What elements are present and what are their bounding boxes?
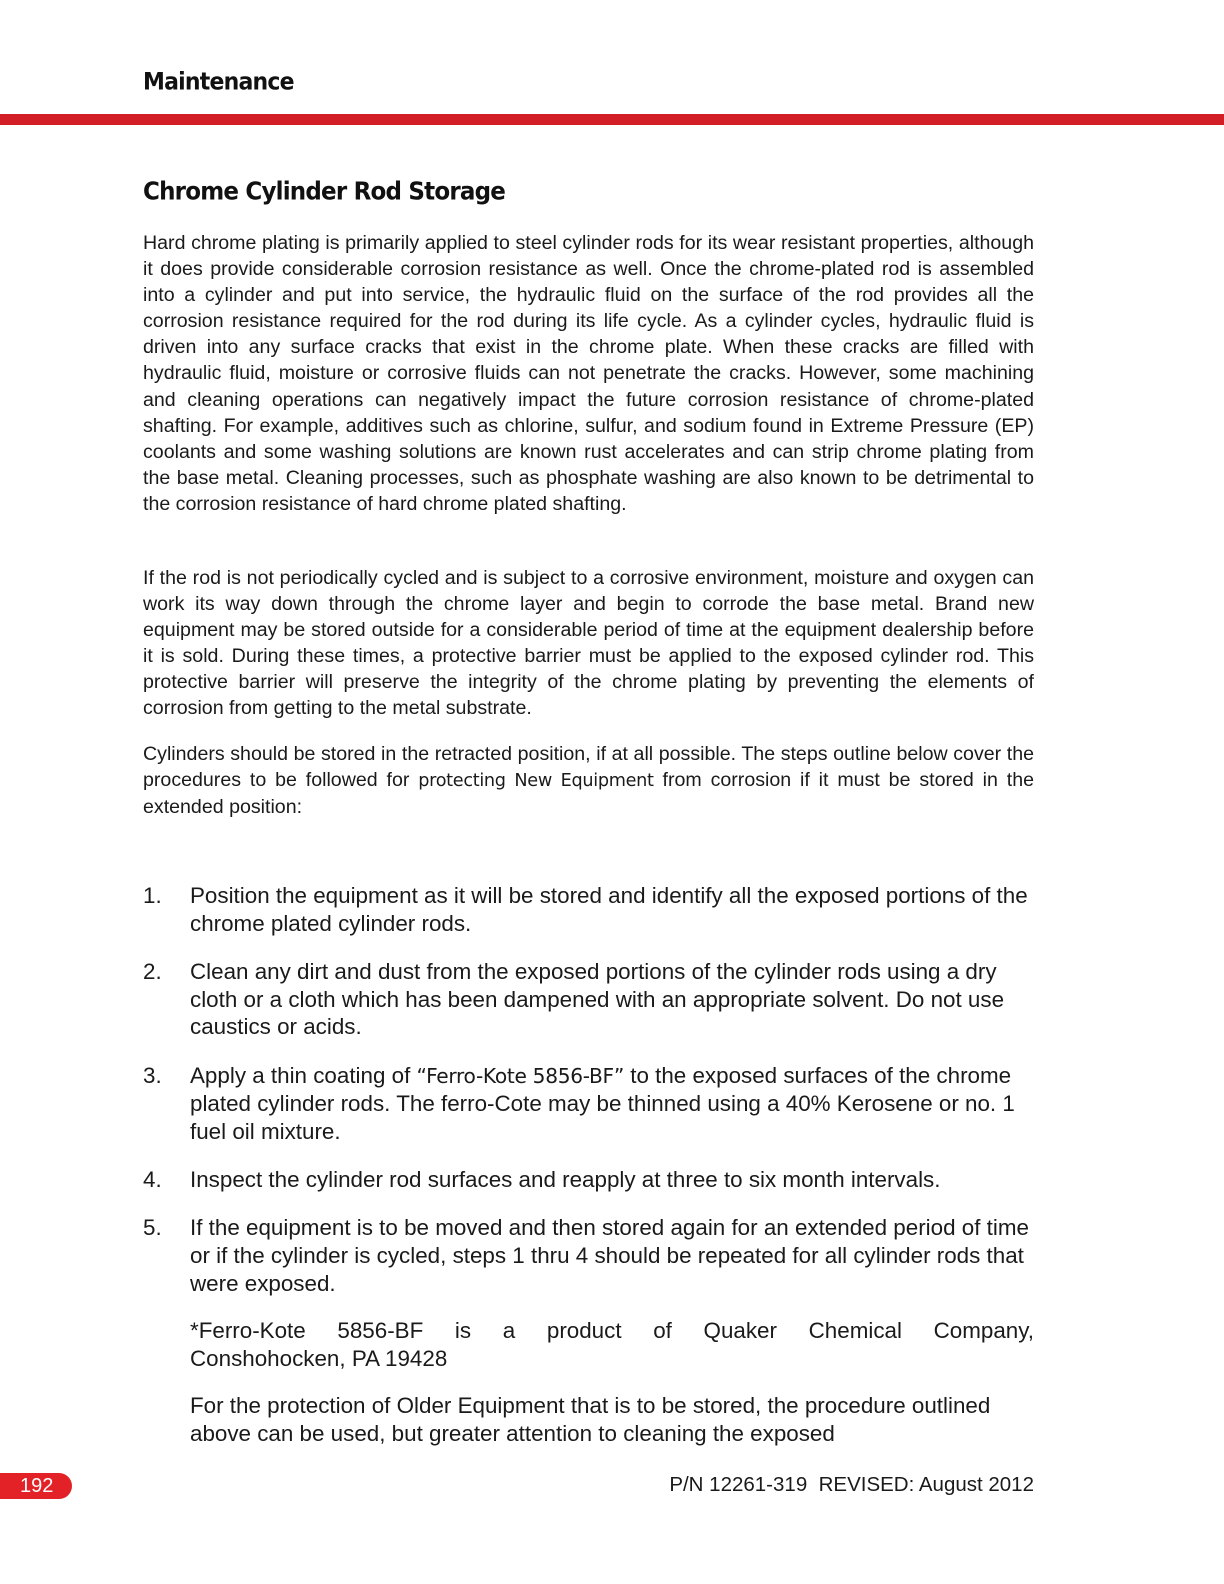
step-text-part: to the exposed surfaces of the chrome plated cylinder rods. The ferro-Cote may be thinned using a 40% Kerosene or no. 1 fuel oil mixture. (190, 1062, 1015, 1145)
step-text: If the equipment is to be moved and then stored again for an extended period of time or if the cylinder is cycled, steps 1 thru 4 should be repeated for all cylinder rods that were exposed. (190, 1215, 1029, 1296)
paragraph-text: from corrosion if it must be stored in the extended position: (143, 769, 1035, 819)
list-item (143, 882, 1034, 938)
step-number: 2. (143, 958, 162, 984)
step-number: 3. (143, 1062, 162, 1088)
paragraph-text: Cylinders should be stored in the retracted position, if at all possible. The steps outline below cover the procedures to be followed for (143, 743, 1034, 792)
list-item (143, 1062, 1034, 1146)
step-number: 4. (143, 1167, 162, 1193)
step-number: 1. (143, 883, 162, 908)
step-text: Position the equipment as it will be stored and identify all the exposed portions of the chrome plated cylinder rods. (190, 883, 1028, 936)
list-item (143, 958, 1034, 1041)
older-equipment-note: For the protection of Older Equipment that is to be stored, the procedure outlined above can be used, but greater attention to cleaning the exposed (190, 1393, 991, 1446)
paragraph-corrosion: If the rod is not periodically cycled and is subject to a corrosive environment, moisture and oxygen can work its way down through the chrome layer and begin to corrode the base metal. Brand new equipment may be stored outside for a considerable period of time at the equipment dealership before it is sold. During these times, a protective barrier must be applied to the exposed cylinder rod. This protective barrier will preserve the integrity of the chrome plating by preventing the elements of corrosion from getting to the metal substrate. (143, 567, 1034, 720)
page-number-badge: 192 (0, 1473, 72, 1499)
step-text-part: Apply a thin coating of (190, 1062, 417, 1088)
step-text (190, 1063, 1015, 1145)
protecting-new-equipment-ref: protecting New Equipment (418, 771, 654, 792)
footer-part-revision: P/N 12261-319 REVISED: August 2012 (669, 1473, 1034, 1496)
step-number: 5. (143, 1215, 162, 1241)
page-title: Chrome Cylinder Rod Storage (143, 178, 506, 207)
footnote-line: Conshohocken, PA 19428 (190, 1345, 448, 1371)
paragraph-chrome-plating: Hard chrome plating is primarily applied to steel cylinder rods for its wear resistant properties, although it does provide considerable corrosion resistance as well. Once the chrome-plated rod is assembled into a cylinder and put into service, the hydraulic fluid on the surface of the rod provides all the corrosion resistance required for the rod during its life cycle. As a cylinder cycles, hydraulic fluid is driven into any surface cracks that exist in the chrome plate. When these cracks are filled with hydraulic fluid, moisture or corrosive fluids can not penetrate the cracks. However, some machining and cleaning operations can negatively impact the future corrosion resistance of chrome-plated shafting. For example, additives such as chlorine, sulfur, and sodium found in Extreme Pressure (EP) coolants and some washing solutions are known rust accelerates and can strip chrome plating from the base metal. Cleaning processes, such as phosphate washing are also known to be detrimental to the corrosion resistance of hard chrome plated shafting. (143, 232, 1034, 515)
procedure-steps (143, 882, 1034, 1318)
ferro-kote-ref: “Ferro-Kote 5856-BF” (416, 1063, 624, 1088)
footnote-ferro-kote (190, 1317, 1034, 1373)
list-item (143, 1166, 1034, 1194)
footnote-line: *Ferro-Kote 5856-BF is a product of Quaker Chemical Company, (190, 1318, 1034, 1343)
paragraph-storage-position (143, 741, 1034, 820)
step-text: Inspect the cylinder rod surfaces and reapply at three to six month intervals. (190, 1167, 941, 1193)
header-rule (0, 114, 1224, 125)
step-text: Clean any dirt and dust from the exposed portions of the cylinder rods using a dry cloth or a cloth which has been dampened with an appropriate solvent. Do not use caustics or acids. (190, 958, 1005, 1040)
list-item (143, 1214, 1034, 1297)
section-label: Maintenance (143, 69, 294, 96)
